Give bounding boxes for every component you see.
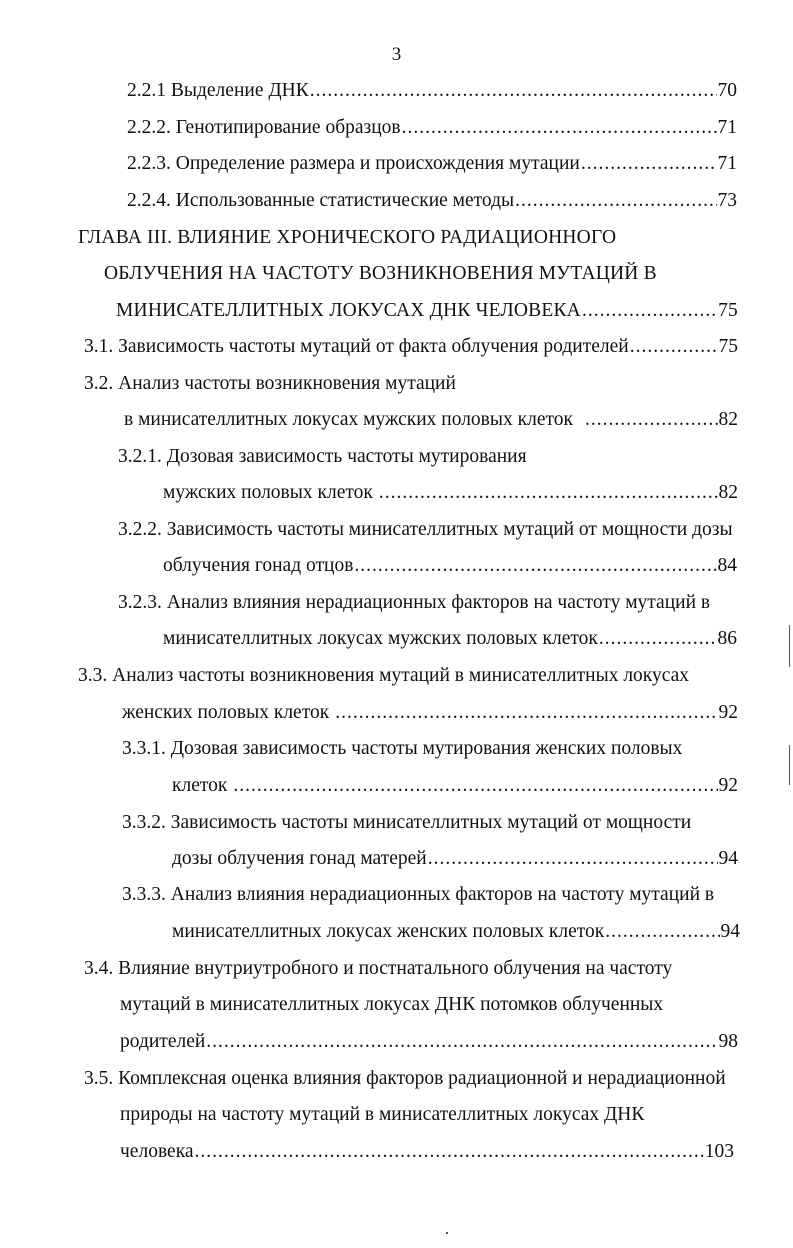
toc-entry-3-4-line-3[interactable] xyxy=(120,1029,738,1055)
toc-entry-label: родителей xyxy=(120,1031,206,1052)
toc-page-number: 75 xyxy=(718,300,738,321)
toc-entry-3-3-line-1[interactable]: 3.3. Анализ частоты возникновения мутаций в минисателлитных локусах xyxy=(78,665,690,686)
toc-page-number: 86 xyxy=(717,628,737,649)
chapter-3-heading-line-1[interactable]: ГЛАВА III. ВЛИЯНИЕ ХРОНИЧЕСКОГО РАДИАЦИОННОГО xyxy=(78,227,617,248)
toc-page-number: 70 xyxy=(717,80,737,101)
toc-entry-label: 2.2.1 Выделение ДНК xyxy=(127,80,309,101)
toc-entry-label: человека xyxy=(120,1141,194,1162)
toc-entry-3-3-3-line-1[interactable]: 3.3.3. Анализ влияния нерадиационных факторов на частоту мутаций в xyxy=(122,884,715,905)
dot-leader xyxy=(335,700,717,726)
toc-entry-label: в минисателлитных локусах мужских половых клеток xyxy=(124,409,573,430)
toc-entry-2-2-1[interactable] xyxy=(127,78,737,104)
toc-page-number: 82 xyxy=(718,409,738,430)
dot-leader xyxy=(599,626,717,652)
toc-page-number: 82 xyxy=(718,482,738,503)
chapter-3-heading-line-2[interactable]: ОБЛУЧЕНИЯ НА ЧАСТОТУ ВОЗНИКНОВЕНИЯ МУТАЦИЙ В xyxy=(104,263,657,284)
toc-entry-3-2-3-line-1[interactable]: 3.2.3. Анализ влияния нерадиационных факторов на частоту мутаций в xyxy=(118,592,711,613)
toc-entry-2-2-2[interactable] xyxy=(127,115,737,141)
toc-entry-label: 3.1. Зависимость частоты мутаций от факта облучения родителей xyxy=(84,336,629,357)
toc-entry-label: облучения гонад отцов xyxy=(163,555,354,576)
toc-entry-3-2-line-1[interactable]: 3.2. Анализ частоты возникновения мутаций xyxy=(84,373,456,394)
dot-leader xyxy=(310,78,717,104)
toc-entry-3-1[interactable] xyxy=(84,334,738,360)
toc-entry-3-2-2-line-2[interactable] xyxy=(163,553,737,579)
toc-entry-3-3-3-line-2[interactable] xyxy=(172,919,740,945)
dot-leader xyxy=(585,407,718,433)
toc-entry-label: минисателлитных локусах мужских половых клеток xyxy=(163,628,598,649)
toc-page-number: 92 xyxy=(718,702,738,723)
toc-entry-3-5-line-3[interactable] xyxy=(120,1139,734,1165)
scan-mark xyxy=(446,1232,448,1234)
toc-entry-3-2-1-line-1[interactable]: 3.2.1. Дозовая зависимость частоты мутирования xyxy=(118,446,527,467)
toc-page-number: 75 xyxy=(718,336,738,357)
dot-leader xyxy=(515,188,716,214)
toc-entry-3-3-2-line-1[interactable]: 3.3.2. Зависимость частоты минисателлитных мутаций от мощности xyxy=(122,812,692,833)
dot-leader xyxy=(630,334,718,360)
toc-entry-label: 2.2.3. Определение размера и происхождения мутации xyxy=(127,153,580,174)
toc-page-number: 71 xyxy=(717,117,737,138)
toc-entry-label: 2.2.2. Генотипирование образцов xyxy=(127,117,401,138)
toc-entry-2-2-3[interactable] xyxy=(127,151,737,177)
toc-entry-3-2-1-line-2[interactable] xyxy=(163,480,738,506)
dot-leader xyxy=(402,115,717,141)
toc-page-number: 71 xyxy=(717,153,737,174)
toc-entry-3-3-1-line-2[interactable] xyxy=(172,773,738,799)
dot-leader xyxy=(354,553,716,579)
dot-leader xyxy=(379,480,718,506)
toc-entry-label: женских половых клеток xyxy=(122,702,330,723)
toc-page-number: 98 xyxy=(718,1031,738,1052)
chapter-3-heading-line-3[interactable] xyxy=(116,298,738,324)
scan-mark xyxy=(789,625,790,667)
toc-entry-label: мужских половых клеток xyxy=(163,482,373,503)
toc-entry-label: клеток xyxy=(172,775,228,796)
toc-entry-3-3-2-line-2[interactable] xyxy=(172,846,738,872)
toc-entry-3-2-2-line-1[interactable]: 3.2.2. Зависимость частоты минисателлитных мутаций от мощности дозы xyxy=(118,519,733,540)
dot-leader xyxy=(582,298,717,324)
dot-leader xyxy=(206,1029,717,1055)
toc-page-number: 92 xyxy=(718,775,738,796)
scan-mark xyxy=(789,745,790,785)
dot-leader xyxy=(233,773,717,799)
toc-entry-3-3-line-2[interactable] xyxy=(122,700,738,726)
page-number: 3 xyxy=(391,44,402,65)
toc-entry-3-4-line-2[interactable]: мутаций в минисателлитных локусах ДНК потомков облученных xyxy=(120,994,664,1015)
toc-entry-2-2-4[interactable] xyxy=(127,188,737,214)
toc-page-number: 94 xyxy=(718,848,738,869)
toc-entry-3-5-line-2[interactable]: природы на частоту мутаций в минисателлитных локусах ДНК xyxy=(120,1104,645,1125)
toc-entry-label: минисателлитных локусах женских половых клеток xyxy=(172,921,605,942)
toc-page-number: 94 xyxy=(720,921,740,942)
toc-entry-3-2-3-line-2[interactable] xyxy=(163,626,737,652)
toc-entry-3-2-line-2[interactable] xyxy=(124,407,738,433)
dot-leader xyxy=(581,151,717,177)
toc-page-number: 84 xyxy=(717,555,737,576)
dot-leader xyxy=(428,846,718,872)
toc-entry-3-3-1-line-1[interactable]: 3.3.1. Дозовая зависимость частоты мутирования женских половых xyxy=(122,738,683,759)
toc-entry-3-5-line-1[interactable]: 3.5. Комплексная оценка влияния факторов радиационной и нерадиационной xyxy=(84,1068,726,1089)
toc-entry-label: МИНИСАТЕЛЛИТНЫХ ЛОКУСАХ ДНК ЧЕЛОВЕКА xyxy=(116,300,581,321)
dot-leader xyxy=(605,919,719,945)
toc-entry-3-4-line-1[interactable]: 3.4. Влияние внутриутробного и постнатального облучения на частоту xyxy=(84,958,673,979)
toc-page-number: 73 xyxy=(717,190,737,211)
toc-page-number: 103 xyxy=(704,1141,734,1162)
dot-leader xyxy=(195,1139,704,1165)
toc-entry-label: дозы облучения гонад матерей xyxy=(172,848,427,869)
toc-entry-label: 2.2.4. Использованные статистические методы xyxy=(127,190,515,211)
